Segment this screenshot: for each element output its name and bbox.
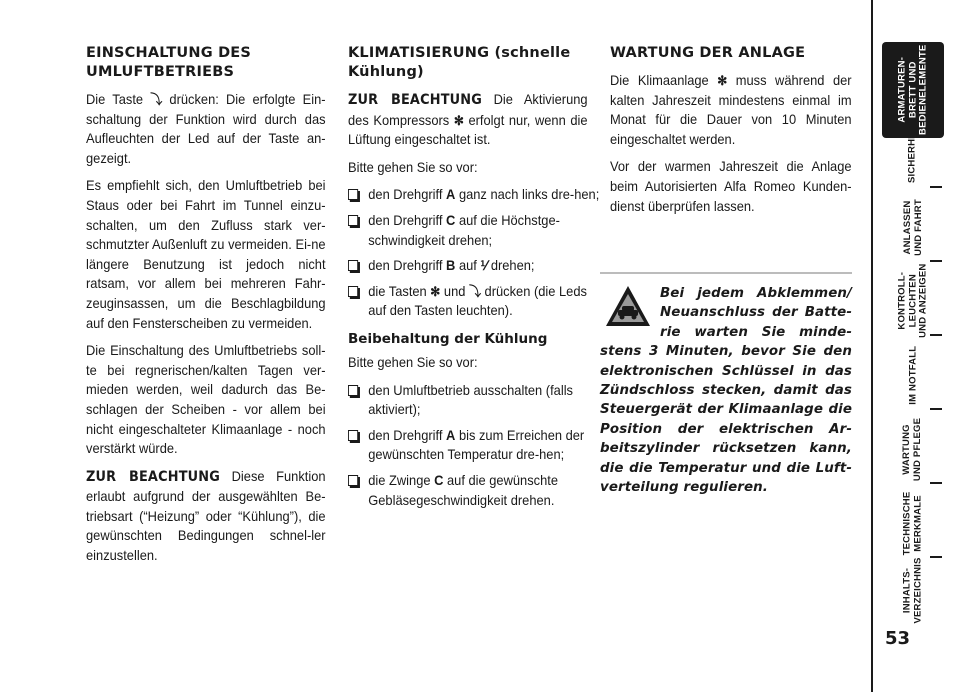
list-item: den Drehgriff A ganz nach links dre-hen; — [348, 185, 608, 205]
tab-notfall[interactable]: IM NOTFALL — [906, 345, 918, 405]
ventilation-icon: ⅟ — [480, 258, 488, 274]
list-item: den Drehgriff B auf ⅟ drehen; — [348, 256, 608, 276]
list-item: den Umluftbetrieb ausschalten (falls aktiviert); — [348, 381, 608, 420]
checkbox-bullet-icon — [348, 385, 358, 396]
warning-triangle-icon — [604, 284, 652, 328]
heading-recirculation: EINSCHALTUNG DES UMLUFTBETRIEBS — [86, 45, 252, 80]
snowflake-icon: ✻ — [717, 73, 728, 88]
snowflake-icon: ✻ — [430, 283, 441, 299]
page-number: 53 — [885, 628, 911, 649]
column-air-conditioning — [348, 44, 600, 516]
snowflake-icon: ✻ — [453, 112, 464, 128]
paragraph-recirc-warning: Die Einschaltung des Umluftbetriebs soll-te bei regnerischen/kalten Tagen ver-mieden werden, weil dadurch das Be-schlagen der Scheiben - vor allem bei nicht eingeschalteter Klimaanlage - noch verstärkt würde. — [86, 342, 326, 457]
note-lead: ZUR BEACHTUNG — [86, 468, 221, 485]
tab-kontrollleuchten[interactable]: KONTROLL- LEUCHTEN UND ANZEIGEN — [896, 263, 929, 339]
checkbox-bullet-icon — [348, 286, 358, 297]
tab-technische-merkmale[interactable]: TECHNISCHE MERKMALE — [901, 491, 924, 555]
paragraph-maintenance-monthly: Die Klimaanlage ✻ muss während der kalten Jahreszeit mindestens einmal im Monat für die Dauer von 10 Minuten eingeschaltet werden. — [610, 72, 852, 147]
heading-maintenance: WARTUNG DER ANLAGE — [610, 45, 806, 61]
steps-list-2 — [348, 381, 588, 511]
paragraph-recirc-note: ZUR BEACHTUNG Diese Funktion erlaubt aufgrund der ausgewählten Be-triebsart (“Heizung” oder “Kühlung”), die gewünschten Bedingungen schnel-ler einzustellen. — [86, 467, 326, 564]
paragraph-intro: Bitte gehen Sie so vor: — [348, 158, 478, 175]
checkbox-bullet-icon — [348, 260, 358, 271]
tab-wartung[interactable]: WARTUNG UND PFLEGE — [901, 417, 924, 481]
paragraph-compressor-note: ZUR BEACHTUNG Die Aktivierung des Kompressors ✻ erfolgt nur, wenn die Lüftung eingeschaltet ist. — [348, 91, 588, 148]
checkbox-bullet-icon — [348, 189, 358, 200]
heading-air-conditioning: KLIMATISIERUNG (schnelle Kühlung) — [348, 45, 571, 80]
section-tabs — [868, 0, 960, 692]
tab-divider — [930, 186, 942, 188]
recirculation-icon: ⤵ — [150, 92, 163, 107]
list-item: den Drehgriff C auf die Höchstge-schwindigkeit drehen; — [348, 211, 608, 250]
tab-divider — [930, 482, 942, 484]
tab-divider — [930, 260, 942, 262]
tab-divider — [930, 334, 942, 336]
paragraph-maintenance-check: Vor der warmen Jahreszeit die Anlage beim Autorisierten Alfa Romeo Kunden-dienst überprüfen lassen. — [610, 158, 852, 214]
paragraph-recirc-button: Die Taste ⤵ drücken: Die erfolgte Ein-schaltung der Funktion wird durch das Aufleuchten der Led auf der Taste an-gezeigt. — [86, 91, 326, 166]
tab-armaturenbrett[interactable]: ARMATUREN- BRETT UND BEDIENELEMENTE — [882, 42, 944, 138]
column-maintenance — [610, 44, 852, 224]
tab-anlassen[interactable]: ANLASSEN UND FAHRT — [901, 198, 923, 256]
tab-sicherheit[interactable]: SICHERHEIT — [906, 123, 918, 183]
paragraph-recirc-advice: Es empfiehlt sich, den Umluftbetrieb bei Staus oder bei Fahrt im Tunnel einzu-schalten, um den Zufluss stark ver-schmutzter Außenluft zu vermeiden. Ei-ne längere Benutzung ist jedoch nicht ratsam, vor allem bei mehreren Fahr-zeuginsassen, um die Beschlagbildung auf den Fensterscheiben zu vermeiden. — [86, 177, 326, 331]
tab-divider — [930, 556, 942, 558]
divider — [600, 272, 852, 274]
steps-list — [348, 185, 600, 321]
list-item: die Tasten ✻ und ⤵ drücken (die Leds auf den Tasten leuchten). — [348, 282, 608, 321]
checkbox-bullet-icon — [348, 430, 358, 441]
list-item: den Drehgriff A bis zum Erreichen der gewünschten Temperatur dre-hen; — [348, 426, 608, 465]
tab-inhaltsverzeichnis[interactable]: INHALTS- VERZEICHNIS — [901, 556, 924, 624]
checkbox-bullet-icon — [348, 215, 358, 226]
checkbox-bullet-icon — [348, 475, 358, 486]
list-item: die Zwinge C auf die gewünschte Gebläsegeschwindigkeit drehen. — [348, 471, 608, 510]
warning-text: Bei jedem Abklemmen/ Neuanschluss der Batte-rie warten Sie minde-stens 3 Minuten, bevor Sie den elektronischen Schlüssel in das Zündschloss stecken, damit das Steuergerät der Klimaanlage die Position der elektrischen Ar-beitszylinder rücksetzen kann, die die Temperatur und die Luft-verteilung regulieren. — [600, 286, 852, 496]
warning-box — [600, 272, 852, 497]
tab-divider — [930, 408, 942, 410]
paragraph-intro-2: Bitte gehen Sie so vor: — [348, 353, 478, 370]
subheading-keep-cooling: Beibehaltung der Kühlung — [348, 330, 548, 347]
recirculation-icon: ⤵ — [468, 283, 481, 299]
column-recirculation — [86, 44, 326, 574]
